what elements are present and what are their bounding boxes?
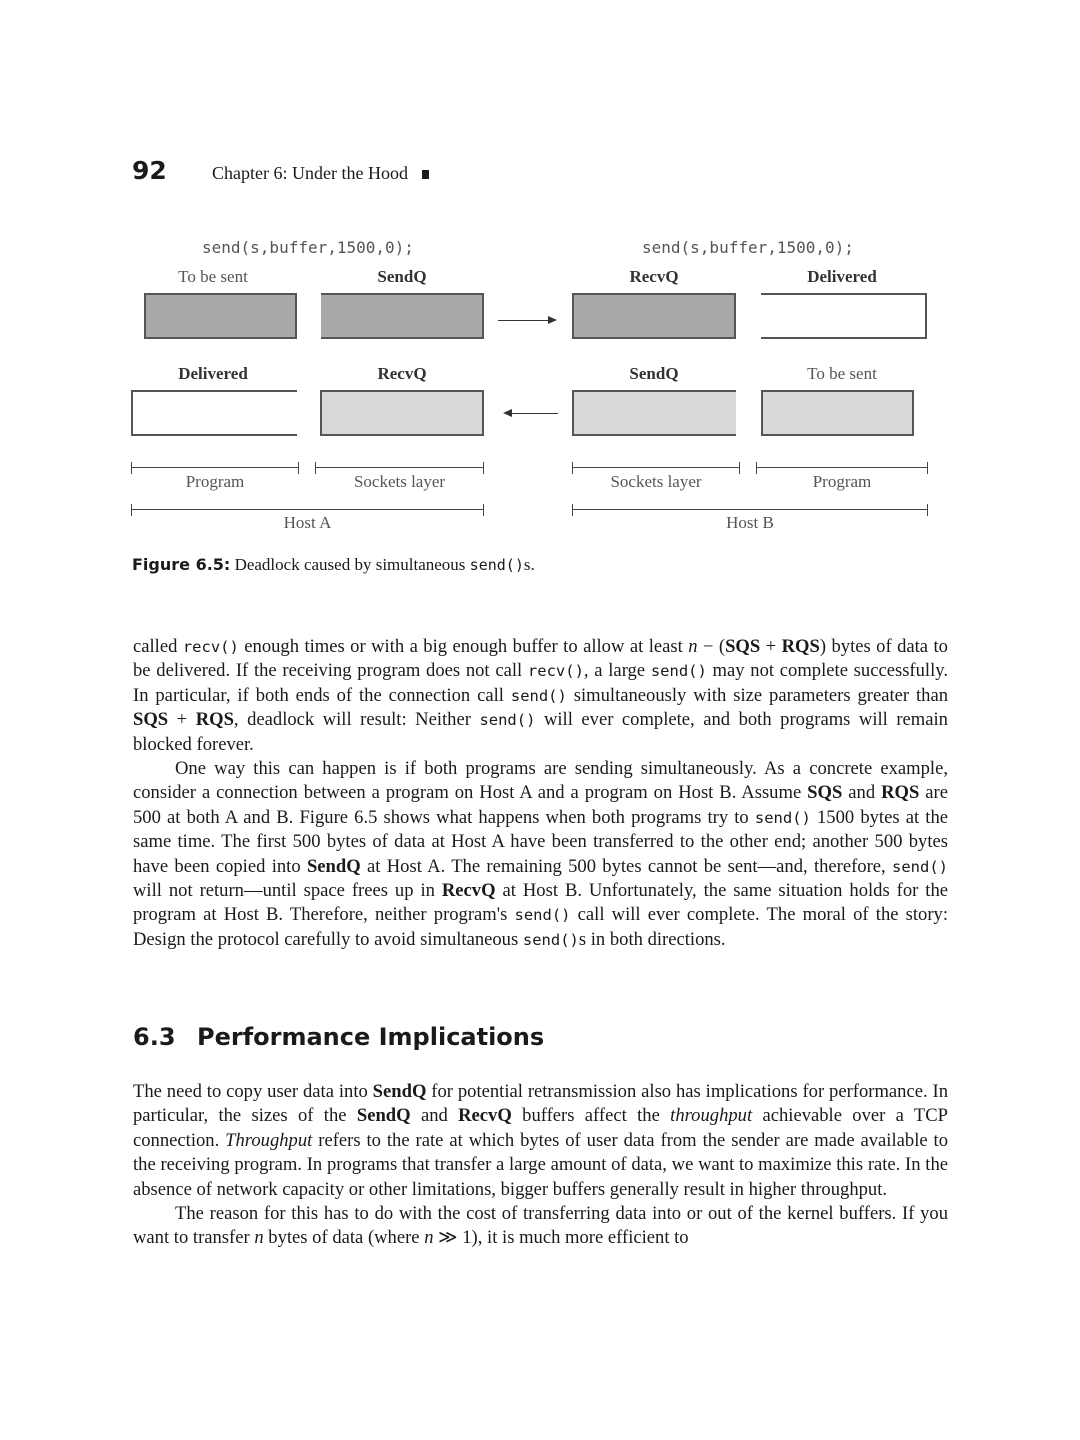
- host-a-delivered-label: Delivered: [178, 364, 248, 383]
- b-to-a-arrow: [512, 413, 558, 414]
- host-a-span: [131, 509, 484, 510]
- page-number: 92: [132, 156, 167, 185]
- a-to-b-arrowhead-icon: [548, 316, 557, 324]
- body-text-top: [133, 635, 948, 952]
- host-b-sendq-label: SendQ: [629, 364, 679, 383]
- host-b-delivered-label: Delivered: [807, 267, 877, 286]
- host-b-to-be-sent-buffer: [761, 390, 914, 436]
- host-a-delivered-buffer: [131, 390, 297, 436]
- host-b-delivered-buffer: [761, 293, 927, 339]
- host-a-to-be-sent-label: To be sent: [178, 267, 248, 286]
- figure-caption-suffix: s.: [523, 555, 535, 574]
- figure-caption: [132, 555, 535, 575]
- b-to-a-arrowhead-icon: [503, 409, 512, 417]
- host-a-sendq-label: SendQ: [377, 267, 427, 286]
- figure-caption-code: send(): [469, 556, 524, 574]
- host-a-label: Host A: [283, 513, 332, 532]
- host-b-to-be-sent-label: To be sent: [807, 364, 877, 383]
- host-b-sendq-buffer: [572, 390, 736, 436]
- host-b-sockets-label: Sockets layer: [610, 472, 702, 491]
- host-a-send-call: send(s,buffer,1500,0);: [202, 238, 414, 257]
- host-a-to-be-sent-buffer: [144, 293, 297, 339]
- host-b-recvq-buffer: [572, 293, 736, 339]
- host-a-program-label: Program: [185, 472, 245, 491]
- paragraph-1: called recv() enough times or with a big enough buffer to allow at least n − (SQS + RQS) bytes of data to be delivered. If the receiving program does not call recv(), a large send() may not complete successfully. In particular, if both ends of the connection call send() simultaneously with size parameters greater than SQS + RQS, deadlock will result: Neither send() will ever complete, and both programs will remain blocked forever.: [133, 636, 948, 755]
- host-a-recvq-buffer: [320, 390, 484, 436]
- host-b-program-label: Program: [812, 472, 872, 491]
- body-text-bottom: [133, 1080, 948, 1251]
- host-b-label: Host B: [726, 513, 774, 532]
- host-a-program-span: [131, 467, 299, 468]
- host-b-send-call: send(s,buffer,1500,0);: [642, 238, 854, 257]
- a-to-b-arrow: [498, 320, 548, 321]
- host-b-span: [572, 509, 928, 510]
- figure-caption-label: Figure 6.5:: [132, 555, 231, 574]
- section-title: Performance Implications: [197, 1023, 545, 1051]
- paragraph-3: The need to copy user data into SendQ for potential retransmission also has implications for performance. In particular, the sizes of the SendQ and RecvQ buffers affect the throughput achievable over a TCP connection. Throughput refers to the rate at which bytes of user data from the sender are made available to the receiving program. In programs that transfer a large amount of data, we want to maximize this rate. In the absence of network capacity or other limitations, bigger buffers generally result in higher throughput.: [133, 1081, 949, 1200]
- host-a-sockets-span: [315, 467, 484, 468]
- chapter-title: Chapter 6: Under the Hood: [212, 163, 408, 183]
- host-b-program-span: [756, 467, 928, 468]
- section-number: 6.3: [133, 1023, 176, 1051]
- host-a-sendq-buffer: [321, 293, 484, 339]
- figure-6-5: [0, 0, 1080, 574]
- paragraph-2: One way this can happen is if both programs are sending simultaneously. As a concrete example, consider a connection between a program on Host A and a program on Host B. Assume SQS and RQS are 500 at both A and B. Figure 6.5 shows what happens when both programs try to send() 1500 bytes at the same time. The first 500 bytes of data at Host A have been transferred to the other end; another 500 bytes have been copied into SendQ at Host A. The remaining 500 bytes cannot be sent—and, therefore, send() will not return—until space frees up in RecvQ at Host B. Unfortunately, the same situation holds for the program at Host B. Therefore, neither program's send() call will ever complete. The moral of the story: Design the protocol carefully to avoid simultaneous send()s in both directions.: [133, 758, 949, 950]
- host-a-recvq-label: RecvQ: [377, 364, 427, 383]
- host-b-sockets-span: [572, 467, 740, 468]
- section-heading: [133, 1023, 544, 1051]
- figure-caption-text: Deadlock caused by simultaneous: [234, 555, 470, 574]
- host-a-sockets-label: Sockets layer: [353, 472, 446, 491]
- host-b-recvq-label: RecvQ: [629, 267, 679, 286]
- paragraph-4: The reason for this has to do with the cost of transferring data into or out of the kernel buffers. If you want to transfer n bytes of data (where n ≫ 1), it is much more efficient to: [133, 1203, 948, 1249]
